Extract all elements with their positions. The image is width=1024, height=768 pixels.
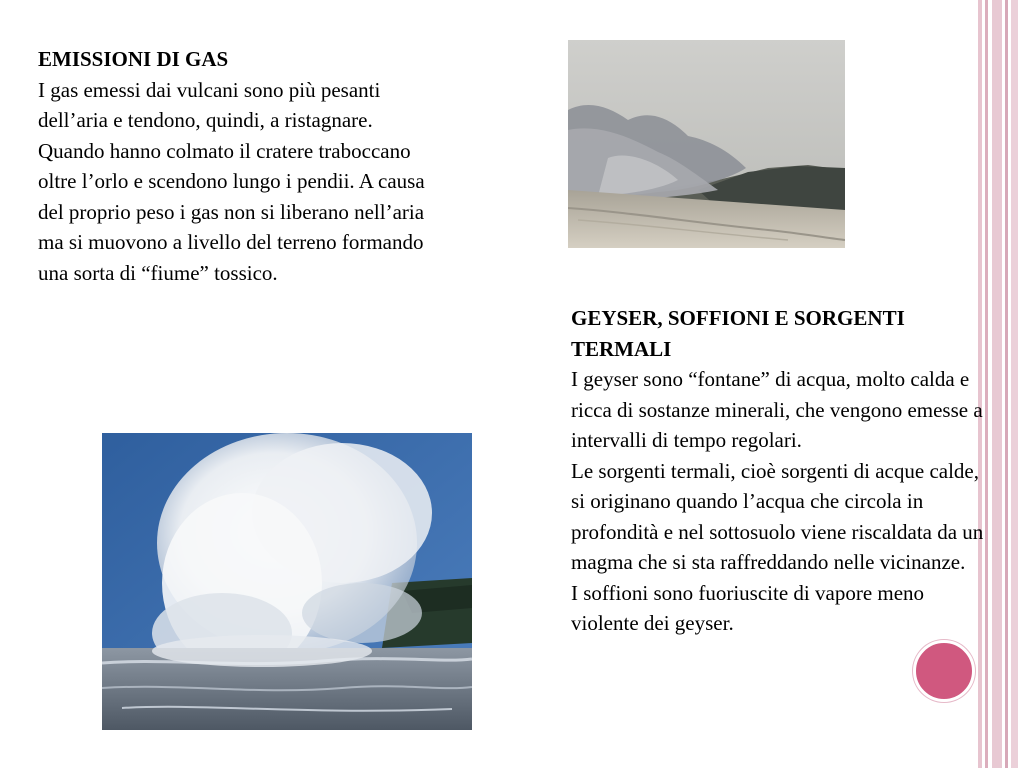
decorative-stripe — [1011, 0, 1018, 768]
geyser-section-title: GEYSER, SOFFIONI E SORGENTI TERMALI — [571, 306, 905, 361]
geyser-photo — [102, 433, 472, 730]
hot-springs-paragraph: Le sorgenti termali, cioè sorgenti di acque calde, si originano quando l’acqua che circola in profondità e nel sottosuolo viene riscaldata da un magma che si sta raffreddando nelle vicinanze. — [571, 458, 984, 574]
gas-emissions-text: I gas emessi dai vulcani sono più pesanti dell’aria e tendono, quindi, a ristagnare. Quando hanno colmato il cratere traboccano oltre l’orlo e scendono lungo i pendii. A causa del proprio peso i gas non si liberano nell’aria ma si muovono a livello del terreno formando una sorta di “fiume” tossico. — [38, 77, 425, 285]
volcanic-gas-photo — [568, 40, 845, 248]
gas-emissions-title: EMISSIONI DI GAS — [38, 47, 229, 71]
gas-emissions-section — [38, 44, 428, 288]
decorative-circle — [913, 640, 975, 702]
decorative-stripe — [1005, 0, 1008, 768]
geyser-section — [571, 303, 996, 639]
geyser-paragraph: I geyser sono “fontane” di acqua, molto calda e ricca di sostanze minerali, che vengono emesse a intervalli di tempo regolari. — [571, 367, 983, 452]
fumaroles-paragraph: I soffioni sono fuoriuscite di vapore meno violente dei geyser. — [571, 580, 925, 635]
